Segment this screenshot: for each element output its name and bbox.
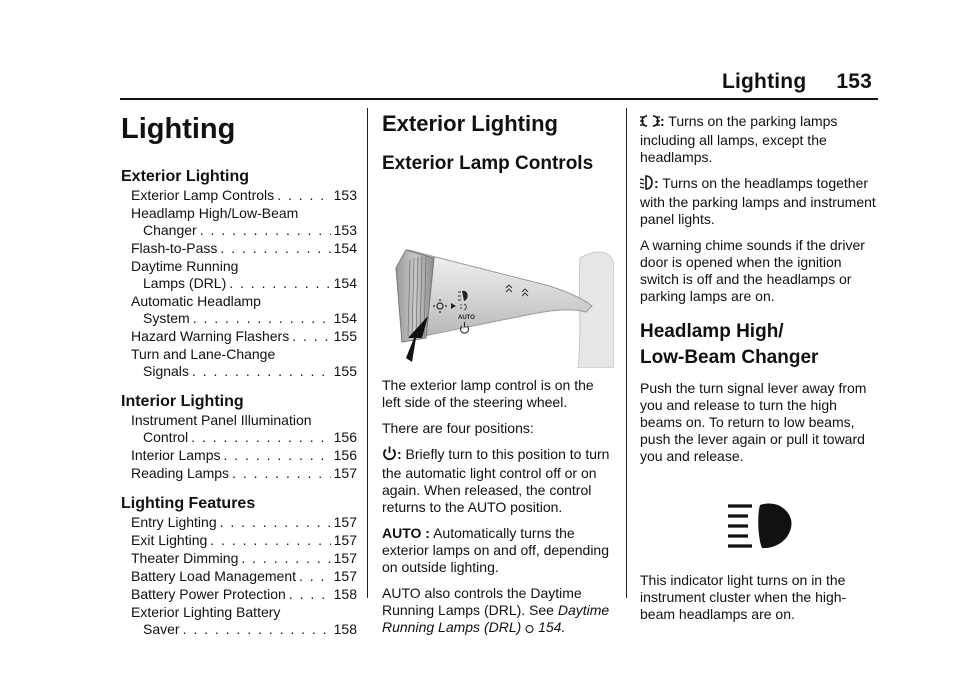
toc-entry[interactable]: Reading Lamps . . . 157: [121, 465, 357, 482]
paragraph-indicator: This indicator light turns on in the instrument cluster when the high-beam headlamps are on.: [640, 572, 847, 622]
page-reference-icon: [525, 621, 534, 638]
auto-label: AUTO: [458, 315, 475, 321]
toc-entry[interactable]: Battery Load Management . . . 157: [121, 568, 357, 585]
paragraph-high-beam: Push the turn signal lever away from you and release to turn the high beams on. To return to low beams, push the lever again or pull it toward you and release.: [640, 380, 867, 464]
paragraph: The exterior lamp control is on the left side of the steering wheel.: [382, 377, 594, 410]
toc-entry[interactable]: Battery Power Protection . . . 158: [121, 586, 357, 603]
toc-entry[interactable]: Exterior Lighting Battery Saver . . . 158: [121, 604, 357, 638]
parking-lamp-icon: [640, 114, 660, 132]
high-beam-icon: [640, 473, 876, 568]
header-rule: [120, 98, 878, 100]
lamp-positions-column: [640, 113, 876, 623]
paragraph-parking-lamps: : Turns on the parking lamps including all lamps, except the headlamps.: [640, 113, 838, 165]
subsection-heading: Exterior Lamp Controls: [382, 153, 594, 174]
toc-column: [121, 108, 357, 638]
toc-section-interior: Interior Lighting: [121, 393, 244, 410]
paragraph-warning-chime: A warning chime sounds if the driver door is opened when the ignition switch is off and the headlamps or parking lamps are on.: [640, 237, 865, 304]
toc-entry[interactable]: Interior Lamps . . . 156: [121, 447, 357, 464]
chapter-title: Lighting: [121, 113, 236, 145]
drl-cross-reference-link[interactable]: Daytime Running Lamps (DRL): [382, 602, 610, 635]
exterior-lighting-column: [382, 108, 614, 638]
toc-entry[interactable]: Theater Dimming . . . 157: [121, 550, 357, 567]
paragraph-auto-position: AUTO : Automatically turns the exterior lamps on and off, depending on outside lighting.: [382, 525, 610, 575]
toc-section-exterior: Exterior Lighting: [121, 168, 249, 185]
page-number: 153: [836, 70, 872, 93]
subsection-heading-high-low-beam: Headlamp High/ Low-Beam Changer: [640, 321, 819, 368]
toc-entry[interactable]: Exterior Lamp Controls . . . 153: [121, 187, 357, 204]
paragraph-off-position: : Briefly turn to this position to turn the automatic light control off or on again. When released, the control returns to the AUTO position.: [382, 446, 610, 515]
section-heading: Exterior Lighting: [382, 111, 558, 136]
toc-entry[interactable]: Flash-to-Pass . . . 154: [121, 240, 357, 257]
column-divider-1: [367, 108, 368, 598]
column-divider-2: [626, 108, 627, 598]
lamp-control-figure: [382, 188, 614, 368]
high-beam-indicator-figure: [640, 473, 876, 568]
header-title: Lighting: [721, 70, 807, 93]
headlamp-icon: [640, 175, 654, 194]
toc-entry[interactable]: Hazard Warning Flashers . . . 155: [121, 328, 357, 345]
toc-entry[interactable]: Entry Lighting . . . 157: [121, 514, 357, 531]
toc-entry[interactable]: Automatic Headlamp System . . . 154: [121, 293, 357, 327]
toc-entry[interactable]: Instrument Panel Illumination Control . . . 156: [121, 412, 357, 446]
paragraph-drl: AUTO also controls the Daytime Running Lamps (DRL). See Daytime Running Lamps (DRL) 154.: [382, 585, 614, 638]
power-icon: [382, 446, 397, 465]
toc-section-features: Lighting Features: [121, 495, 256, 512]
toc-entry[interactable]: Turn and Lane-Change Signals . . . 155: [121, 346, 357, 380]
page-reference[interactable]: 154: [538, 619, 562, 635]
page-header: [722, 70, 872, 94]
turn-signal-lever-illustration: [382, 188, 614, 368]
toc-entry[interactable]: Headlamp High/Low-Beam Changer . . . 153: [121, 205, 357, 239]
paragraph: There are four positions:: [382, 420, 534, 436]
toc-entry[interactable]: Exit Lighting . . . 157: [121, 532, 357, 549]
toc-entry[interactable]: Daytime Running Lamps (DRL) . . . 154: [121, 258, 357, 292]
paragraph-headlamps: : Turns on the headlamps together with the parking lamps and instrument panel lights.: [640, 175, 876, 227]
